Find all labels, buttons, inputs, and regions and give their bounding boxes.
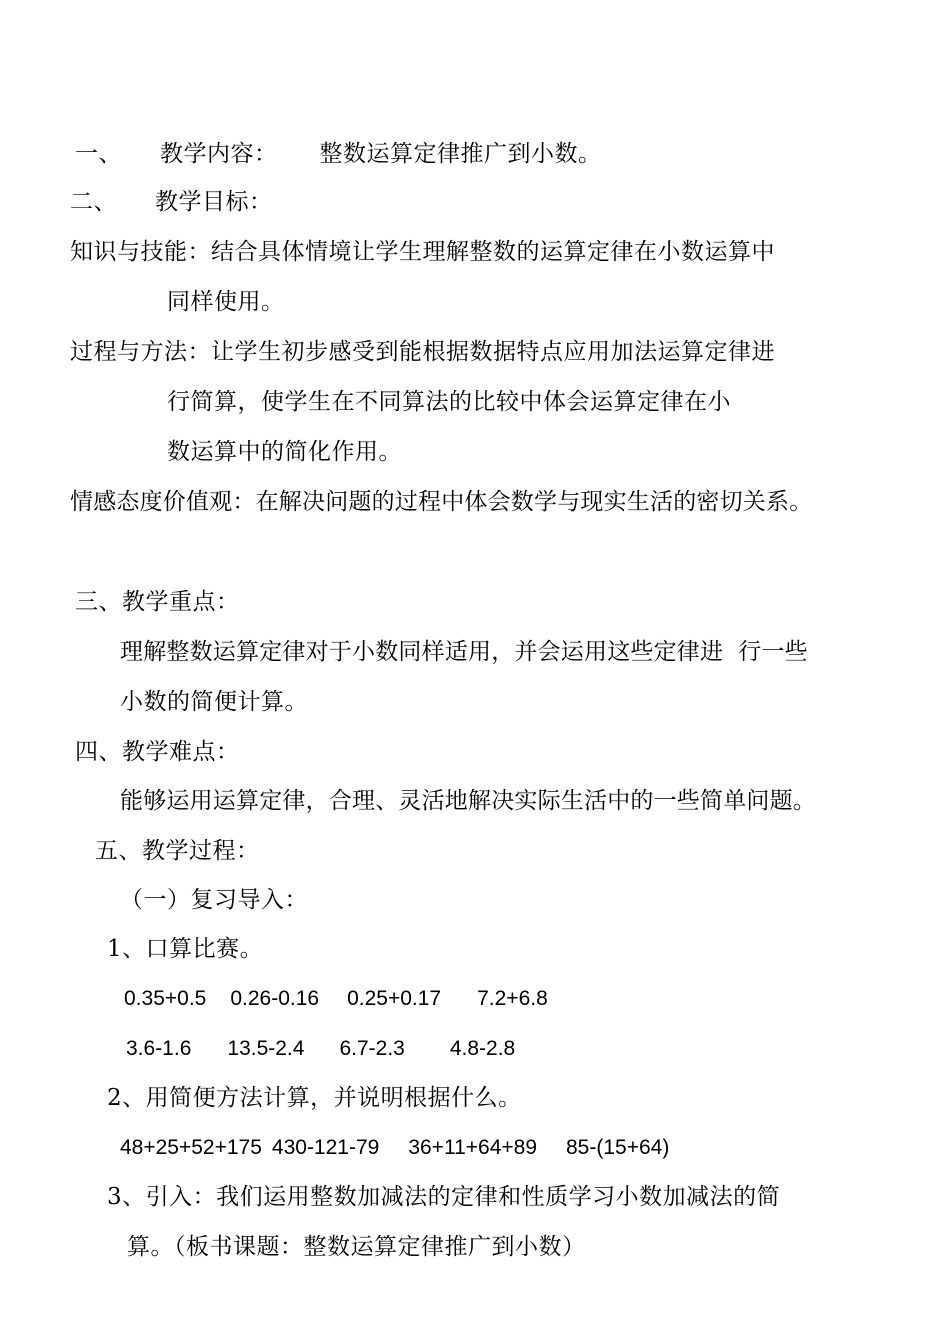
oral-calc-item: 6.7-2.3 — [339, 1037, 405, 1060]
item-3-line-2: 算。（板书课题：整数运算定律推广到小数） — [127, 1234, 586, 1260]
simplify-calc-item: 430-121-79 — [271, 1136, 380, 1159]
process-line-1: 过程与方法：让学生初步感受到能根据数据特点应用加法运算定律进 — [70, 339, 775, 365]
oral-calc-row-2 — [126, 1034, 515, 1064]
knowledge-line-1: 知识与技能：结合具体情境让学生理解整数的运算定律在小数运算中 — [70, 239, 775, 265]
item-3-line-1: 3、引入：我们运用整数加减法的定律和性质学习小数加减法的简 — [107, 1184, 781, 1210]
section-3-line-2: 小数的简便计算。 — [120, 689, 308, 715]
oral-calc-item: 7.2+6.8 — [477, 987, 548, 1010]
section-2-label: 二、 — [70, 189, 117, 215]
section-2-title: 教学目标： — [155, 189, 273, 215]
section-1-content: 整数运算定律推广到小数。 — [319, 141, 602, 167]
simplify-calc-item: 36+11+64+89 — [408, 1136, 537, 1159]
section-3-line-1: 理解整数运算定律对于小数同样适用，并会运用这些定律进 行一些 — [120, 639, 808, 665]
oral-calc-item: 4.8-2.8 — [449, 1037, 516, 1060]
simplify-calc-row — [120, 1133, 669, 1163]
item-2-title: 2、用简便方法计算，并说明根据什么。 — [107, 1085, 522, 1111]
oral-calc-item: 13.5-2.4 — [227, 1037, 305, 1060]
oral-calc-item: 0.26-0.16 — [230, 987, 320, 1010]
section-1 — [75, 139, 602, 169]
section-1-title: 教学内容： — [160, 141, 278, 167]
knowledge-line-2: 同样使用。 — [167, 289, 285, 315]
section-4-line-1: 能够运用运算定律，合理、灵活地解决实际生活中的一些简单问题。 — [120, 788, 816, 814]
review-title: （一）复习导入： — [120, 887, 308, 913]
oral-calc-item: 3.6-1.6 — [126, 1037, 192, 1060]
emotion-line: 情感态度价值观：在解决问题的过程中体会数学与现实生活的密切关系。 — [70, 489, 813, 515]
section-1-label: 一、 — [75, 141, 122, 167]
section-2 — [70, 187, 273, 217]
section-3-title: 三、教学重点： — [75, 589, 240, 615]
oral-calc-row-1 — [124, 984, 548, 1014]
section-5-title: 五、教学过程： — [95, 838, 260, 864]
process-line-3: 数运算中的简化作用。 — [167, 439, 402, 465]
oral-calc-item: 0.35+0.5 — [124, 987, 207, 1010]
process-line-2: 行简算，使学生在不同算法的比较中体会运算定律在小 — [167, 389, 731, 415]
simplify-calc-item: 85-(15+64) — [566, 1136, 670, 1159]
simplify-calc-item: 48+25+52+175 — [120, 1136, 262, 1159]
section-4-title: 四、教学难点： — [75, 739, 240, 765]
item-1-title: 1、口算比赛。 — [107, 936, 264, 962]
oral-calc-item: 0.25+0.17 — [347, 987, 442, 1010]
